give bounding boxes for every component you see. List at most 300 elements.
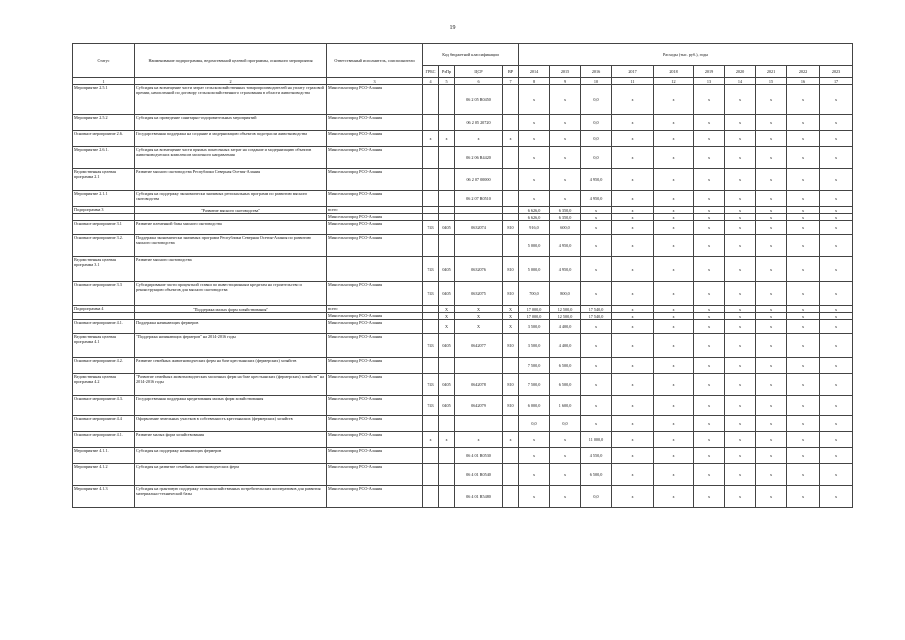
row-expense-value: 916,0 xyxy=(519,221,550,235)
row-csr: 06 4 01 R0530 xyxy=(455,448,503,464)
row-expense-value: 0,0 xyxy=(581,85,612,115)
table-row xyxy=(73,374,853,396)
row-expense-value: x xyxy=(725,486,756,508)
row-expense-value: x xyxy=(581,257,612,282)
row-expense-value: x xyxy=(612,169,654,191)
row-expense-value: x xyxy=(694,486,725,508)
row-expense-value: x xyxy=(612,306,654,313)
row-expense-value: 3 500,0 xyxy=(519,334,550,358)
row-grbs xyxy=(423,147,439,169)
row-expense-value: х xyxy=(694,432,725,448)
row-expense-value: x xyxy=(725,374,756,396)
row-expense-value: x xyxy=(694,282,725,306)
row-expense-value: 0,0 xyxy=(581,147,612,169)
row-expense-value: 800,0 xyxy=(550,282,581,306)
row-expense-value: x xyxy=(612,358,654,374)
row-expense-value: x xyxy=(820,257,853,282)
row-expense-value: x xyxy=(612,448,654,464)
row-executor: Минсельхозпрод РСО-Алания xyxy=(327,486,423,508)
row-csr xyxy=(455,358,503,374)
row-expense-value: x xyxy=(725,320,756,334)
row-grbs: 743 xyxy=(423,396,439,416)
row-expense-value: 5 000,0 xyxy=(519,257,550,282)
row-expense-value: 4 950,0 xyxy=(581,191,612,207)
row-expense-value: х xyxy=(612,432,654,448)
row-expense-value: x xyxy=(725,448,756,464)
row-rzpr: 0405 xyxy=(439,374,455,396)
row-expense-value: x xyxy=(694,169,725,191)
row-expense-value: x xyxy=(654,306,694,313)
row-expense-value: x xyxy=(820,416,853,432)
row-expense-value: x xyxy=(787,115,820,131)
row-name: Оформление земельных участков в собственность крестьянских (фермерских) хозяйств xyxy=(135,416,327,432)
row-expense-value: x xyxy=(820,313,853,320)
row-expense-value: 6 500,0 xyxy=(550,358,581,374)
row-expense-value: х xyxy=(725,131,756,147)
row-rzpr: Х xyxy=(439,313,455,320)
row-expense-value: x xyxy=(654,464,694,486)
row-expense-value: х xyxy=(612,131,654,147)
row-expense-value: x xyxy=(756,320,787,334)
row-expense-value: x xyxy=(725,235,756,257)
row-expense-value: x xyxy=(654,320,694,334)
row-expense-value: x xyxy=(654,374,694,396)
row-expense-value: x xyxy=(820,147,853,169)
row-expense-value: 6 500,0 xyxy=(550,374,581,396)
row-expense-value: x xyxy=(725,169,756,191)
row-expense-value: x xyxy=(820,221,853,235)
row-expense-value: x xyxy=(694,147,725,169)
row-expense-value: x xyxy=(756,448,787,464)
table-row xyxy=(73,464,853,486)
row-expense-value: x xyxy=(725,147,756,169)
row-grbs xyxy=(423,464,439,486)
row-expense-value: x xyxy=(787,313,820,320)
row-name: Государственная поддержка кредитования малых форм хозяйствования xyxy=(135,396,327,416)
row-csr: х xyxy=(455,432,503,448)
column-number: 7 xyxy=(503,78,519,85)
row-expense-value: x xyxy=(612,396,654,416)
table-row xyxy=(73,320,853,334)
row-grbs xyxy=(423,85,439,115)
row-name xyxy=(135,214,327,221)
row-vr: Х xyxy=(503,320,519,334)
page-number: 19 xyxy=(449,25,456,31)
row-executor: Минсельхозпрод РСО-Алания xyxy=(327,358,423,374)
row-name: Поддержка экономически значимых программ Республики Северная Осетия-Алания по развитию мясного скотоводства xyxy=(135,235,327,257)
row-expense-value: 0,0 xyxy=(519,416,550,432)
row-expense-value: x xyxy=(756,85,787,115)
row-status: Основное мероприятие 4.1. xyxy=(73,320,135,334)
row-executor: Минсельхозпрод РСО-Алания xyxy=(327,221,423,235)
row-expense-value: x xyxy=(725,221,756,235)
row-expense-value: х xyxy=(694,131,725,147)
row-rzpr xyxy=(439,85,455,115)
row-expense-value: х xyxy=(756,432,787,448)
row-csr: Х xyxy=(455,320,503,334)
header-name: Наименование подпрограммы, ведомственной целевой программы, основного мероприятия xyxy=(135,44,327,78)
row-csr: 0642079 xyxy=(455,396,503,416)
table-row xyxy=(73,432,853,448)
row-expense-value: x xyxy=(550,85,581,115)
row-csr: 06 2 05 R0450 xyxy=(455,85,503,115)
row-vr xyxy=(503,464,519,486)
row-expense-value: 6 000,0 xyxy=(519,396,550,416)
row-expense-value: x xyxy=(725,306,756,313)
row-vr: 810 xyxy=(503,257,519,282)
row-expense-value: x xyxy=(787,169,820,191)
row-expense-value: x xyxy=(550,464,581,486)
row-expense-value: х xyxy=(654,432,694,448)
row-expense-value: x xyxy=(581,221,612,235)
row-rzpr xyxy=(439,147,455,169)
table-row xyxy=(73,257,853,282)
row-expense-value: x xyxy=(654,214,694,221)
row-grbs xyxy=(423,320,439,334)
row-expense-value: x xyxy=(581,207,612,214)
row-grbs: 743 xyxy=(423,374,439,396)
row-expense-value: x xyxy=(654,313,694,320)
table-row xyxy=(73,214,853,221)
row-status: Мероприятие 4.1.2 xyxy=(73,464,135,486)
row-expense-value: x xyxy=(820,282,853,306)
row-expense-value: х xyxy=(820,131,853,147)
row-grbs xyxy=(423,416,439,432)
row-vr: 810 xyxy=(503,334,519,358)
row-csr: 0632076 xyxy=(455,257,503,282)
row-name: Субсидия на грантовую поддержку сельскохозяйственных потребительских кооперативов для развития материально-технической базы xyxy=(135,486,327,508)
row-expense-value: x xyxy=(694,257,725,282)
column-number: 11 xyxy=(612,78,654,85)
table-row xyxy=(73,486,853,508)
row-expense-value: 6 350,0 xyxy=(550,214,581,221)
table-row xyxy=(73,313,853,320)
row-expense-value: х xyxy=(550,131,581,147)
row-expense-value: x xyxy=(787,214,820,221)
row-executor: Минсельхозпрод РСО-Алания xyxy=(327,282,423,306)
row-expense-value: x xyxy=(820,115,853,131)
row-expense-value: x xyxy=(581,235,612,257)
row-csr: Х xyxy=(455,306,503,313)
column-number: 3 xyxy=(327,78,423,85)
row-executor: Минсельхозпрод РСО-Алания xyxy=(327,448,423,464)
row-expense-value: x xyxy=(820,374,853,396)
row-expense-value: x xyxy=(694,306,725,313)
row-expense-value: x xyxy=(787,306,820,313)
row-expense-value: x xyxy=(581,358,612,374)
row-expense-value: 0,0 xyxy=(581,115,612,131)
row-expense-value: x xyxy=(725,416,756,432)
row-status: Подпрограмма 3 xyxy=(73,207,135,214)
row-executor: Минсельхозпрод РСО-Алания xyxy=(327,320,423,334)
row-grbs: х xyxy=(423,432,439,448)
row-expense-value: 6 626,0 xyxy=(519,214,550,221)
row-grbs xyxy=(423,191,439,207)
row-expense-value: x xyxy=(581,374,612,396)
row-expense-value: 700,0 xyxy=(519,282,550,306)
row-expense-value: x xyxy=(654,448,694,464)
row-expense-value: 0,0 xyxy=(581,131,612,147)
header-year: 2014 xyxy=(519,66,550,78)
row-expense-value: x xyxy=(612,221,654,235)
row-vr xyxy=(503,448,519,464)
row-name: "Развитие мясного скотоводства" xyxy=(135,207,327,214)
row-expense-value: x xyxy=(694,448,725,464)
row-expense-value: х xyxy=(654,131,694,147)
row-executor: Минсельхозпрод РСО-Алания xyxy=(327,131,423,147)
row-expense-value: x xyxy=(654,207,694,214)
row-expense-value: х xyxy=(756,131,787,147)
row-expense-value: x xyxy=(694,221,725,235)
row-expense-value: x xyxy=(787,396,820,416)
row-expense-value: x xyxy=(654,115,694,131)
header-year: 2023 xyxy=(820,66,853,78)
column-number: 10 xyxy=(581,78,612,85)
row-expense-value: 4 400,0 xyxy=(550,334,581,358)
row-vr xyxy=(503,358,519,374)
header-year: 2019 xyxy=(694,66,725,78)
header-year: 2021 xyxy=(756,66,787,78)
row-expense-value: x xyxy=(820,169,853,191)
row-status: Мероприятие 2.5.1 xyxy=(73,85,135,115)
row-rzpr: 0405 xyxy=(439,257,455,282)
table-row xyxy=(73,235,853,257)
row-expense-value: x xyxy=(694,320,725,334)
row-executor: Минсельхозпрод РСО-Алания xyxy=(327,191,423,207)
row-csr: 06 2 07 00000 xyxy=(455,169,503,191)
row-executor: Минсельхозпрод РСО-Алания xyxy=(327,432,423,448)
row-csr: 0632075 xyxy=(455,282,503,306)
row-expense-value: x xyxy=(612,486,654,508)
row-rzpr: х xyxy=(439,432,455,448)
row-rzpr: Х xyxy=(439,320,455,334)
row-executor: всего xyxy=(327,207,423,214)
row-expense-value: x xyxy=(519,147,550,169)
row-expense-value: x xyxy=(725,115,756,131)
row-expense-value: x xyxy=(612,214,654,221)
row-executor: Минсельхозпрод РСО-Алания xyxy=(327,235,423,257)
row-expense-value: x xyxy=(654,221,694,235)
column-number: 17 xyxy=(820,78,853,85)
row-expense-value: x xyxy=(519,169,550,191)
row-grbs: х xyxy=(423,131,439,147)
row-expense-value: x xyxy=(654,147,694,169)
row-vr xyxy=(503,214,519,221)
row-status xyxy=(73,214,135,221)
table-row xyxy=(73,416,853,432)
row-expense-value: 4 950,0 xyxy=(550,235,581,257)
row-vr xyxy=(503,191,519,207)
table-row xyxy=(73,306,853,313)
row-name: Развитие малых форм хозяйствования xyxy=(135,432,327,448)
row-csr: 06 4 01 R0540 xyxy=(455,464,503,486)
row-rzpr xyxy=(439,416,455,432)
table-row xyxy=(73,169,853,191)
row-csr: 0642077 xyxy=(455,334,503,358)
row-csr xyxy=(455,416,503,432)
row-expense-value: x xyxy=(581,214,612,221)
row-expense-value: 17 000,0 xyxy=(519,306,550,313)
header-year: 2017 xyxy=(612,66,654,78)
row-expense-value: x xyxy=(581,334,612,358)
row-status: Ведомственная целевая программа 3.1 xyxy=(73,257,135,282)
table-row xyxy=(73,85,853,115)
row-expense-value: x xyxy=(787,358,820,374)
row-expense-value: x xyxy=(725,85,756,115)
row-expense-value: 4 950,0 xyxy=(581,169,612,191)
row-expense-value: x xyxy=(756,235,787,257)
row-expense-value: x xyxy=(581,396,612,416)
header-year: 2020 xyxy=(725,66,756,78)
row-vr xyxy=(503,486,519,508)
row-expense-value: x xyxy=(654,169,694,191)
row-status: Основное мероприятие 4.4 xyxy=(73,416,135,432)
row-expense-value: x xyxy=(654,486,694,508)
header-budget-code: Код бюджетной классификации xyxy=(423,44,519,66)
row-name: Субсидия на развитие семейных животноводческих ферм xyxy=(135,464,327,486)
row-executor: Минсельхозпрод РСО-Алания xyxy=(327,464,423,486)
row-vr: Х xyxy=(503,313,519,320)
row-executor xyxy=(327,257,423,282)
row-csr: 06 4 01 R5480 xyxy=(455,486,503,508)
row-expense-value: x xyxy=(787,85,820,115)
row-expense-value: 6 626,0 xyxy=(519,207,550,214)
header-executor: Ответственный исполнитель, соисполнители xyxy=(327,44,423,78)
row-rzpr xyxy=(439,115,455,131)
row-expense-value: x xyxy=(654,282,694,306)
row-name: Развитие племенной базы мясного скотоводства xyxy=(135,221,327,235)
row-executor: Минсельхозпрод РСО-Алания xyxy=(327,374,423,396)
row-status: Основное мероприятие 2.6. xyxy=(73,131,135,147)
row-expense-value: 1 600,0 xyxy=(550,396,581,416)
row-expense-value: 600,0 xyxy=(550,221,581,235)
row-vr: 810 xyxy=(503,374,519,396)
row-expense-value: x xyxy=(787,221,820,235)
row-csr xyxy=(455,235,503,257)
row-expense-value: 4 950,0 xyxy=(550,257,581,282)
row-expense-value: x xyxy=(612,257,654,282)
row-expense-value: x xyxy=(694,464,725,486)
row-expense-value: x xyxy=(820,306,853,313)
row-expense-value: x xyxy=(612,374,654,396)
row-expense-value: x xyxy=(787,334,820,358)
table-row xyxy=(73,221,853,235)
header-year: 2015 xyxy=(550,66,581,78)
table-row xyxy=(73,191,853,207)
row-expense-value: x xyxy=(756,147,787,169)
row-expense-value: 12 500,0 xyxy=(550,306,581,313)
row-expense-value: 3 500,0 xyxy=(519,320,550,334)
row-name: Субсидия на поддержку экономически значимых региональных программ по развитию мясного скотоводства xyxy=(135,191,327,207)
row-grbs xyxy=(423,214,439,221)
row-grbs: 743 xyxy=(423,334,439,358)
row-expense-value: x xyxy=(820,334,853,358)
row-expense-value: 6 500,0 xyxy=(581,464,612,486)
row-expense-value: x xyxy=(725,257,756,282)
row-executor: Минсельхозпрод РСО-Алания xyxy=(327,396,423,416)
row-expense-value: x xyxy=(519,448,550,464)
row-csr xyxy=(455,207,503,214)
row-expense-value: x xyxy=(725,191,756,207)
row-vr xyxy=(503,169,519,191)
table-row xyxy=(73,207,853,214)
header-year: 2016 xyxy=(581,66,612,78)
row-csr xyxy=(455,214,503,221)
row-vr xyxy=(503,235,519,257)
row-status: Основное мероприятие 4.3. xyxy=(73,396,135,416)
row-expense-value: x xyxy=(694,374,725,396)
row-status: Мероприятие 2.5.2 xyxy=(73,115,135,131)
row-expense-value: х xyxy=(787,432,820,448)
table-row xyxy=(73,358,853,374)
row-executor: Минсельхозпрод РСО-Алания xyxy=(327,115,423,131)
row-csr: 06 2 07 R0510 xyxy=(455,191,503,207)
column-number: 15 xyxy=(756,78,787,85)
row-expense-value: x xyxy=(654,85,694,115)
row-expense-value: 4 400,0 xyxy=(550,320,581,334)
row-vr: 810 xyxy=(503,396,519,416)
row-executor: Минсельхозпрод РСО-Алания xyxy=(327,214,423,221)
row-expense-value: x xyxy=(694,334,725,358)
row-name: Субсидия на проведение санитарно-оздоровительных мероприятий xyxy=(135,115,327,131)
row-expense-value: x xyxy=(519,486,550,508)
row-rzpr xyxy=(439,486,455,508)
header-vr: ВР xyxy=(503,66,519,78)
row-expense-value: x xyxy=(612,235,654,257)
row-name xyxy=(135,313,327,320)
row-vr xyxy=(503,416,519,432)
row-expense-value: x xyxy=(612,147,654,169)
row-expense-value: x xyxy=(756,214,787,221)
row-expense-value: x xyxy=(820,396,853,416)
row-executor: Минсельхозпрод РСО-Алания xyxy=(327,85,423,115)
row-expense-value: x xyxy=(694,416,725,432)
row-expense-value: x xyxy=(787,191,820,207)
row-expense-value: х xyxy=(519,131,550,147)
row-status: Мероприятие 2.1.1 xyxy=(73,191,135,207)
table-row xyxy=(73,147,853,169)
row-expense-value: x xyxy=(820,448,853,464)
row-expense-value: x xyxy=(612,115,654,131)
row-expense-value: x xyxy=(550,448,581,464)
row-expense-value: x xyxy=(612,207,654,214)
row-expense-value: х xyxy=(787,131,820,147)
row-expense-value: x xyxy=(654,358,694,374)
header-expenses: Расходы (тыс. руб.), годы xyxy=(519,44,853,66)
row-expense-value: 4 550,0 xyxy=(581,448,612,464)
column-number: 2 xyxy=(135,78,327,85)
row-csr: Х xyxy=(455,313,503,320)
row-rzpr: 0405 xyxy=(439,334,455,358)
row-executor: Минсельхозпрод РСО-Алания xyxy=(327,334,423,358)
row-grbs xyxy=(423,448,439,464)
row-name: "Поддержка малых форм хозяйствования" xyxy=(135,306,327,313)
row-expense-value: 7 500,0 xyxy=(519,374,550,396)
row-expense-value: x xyxy=(756,464,787,486)
row-grbs xyxy=(423,358,439,374)
row-expense-value: х xyxy=(820,432,853,448)
row-expense-value: x xyxy=(519,191,550,207)
row-vr xyxy=(503,147,519,169)
row-expense-value: x xyxy=(694,396,725,416)
row-csr: х xyxy=(455,131,503,147)
row-expense-value: x xyxy=(787,257,820,282)
row-expense-value: x xyxy=(694,214,725,221)
row-expense-value: 17 540,0 xyxy=(581,306,612,313)
row-expense-value: x xyxy=(820,191,853,207)
row-expense-value: x xyxy=(694,191,725,207)
row-expense-value: х xyxy=(550,432,581,448)
